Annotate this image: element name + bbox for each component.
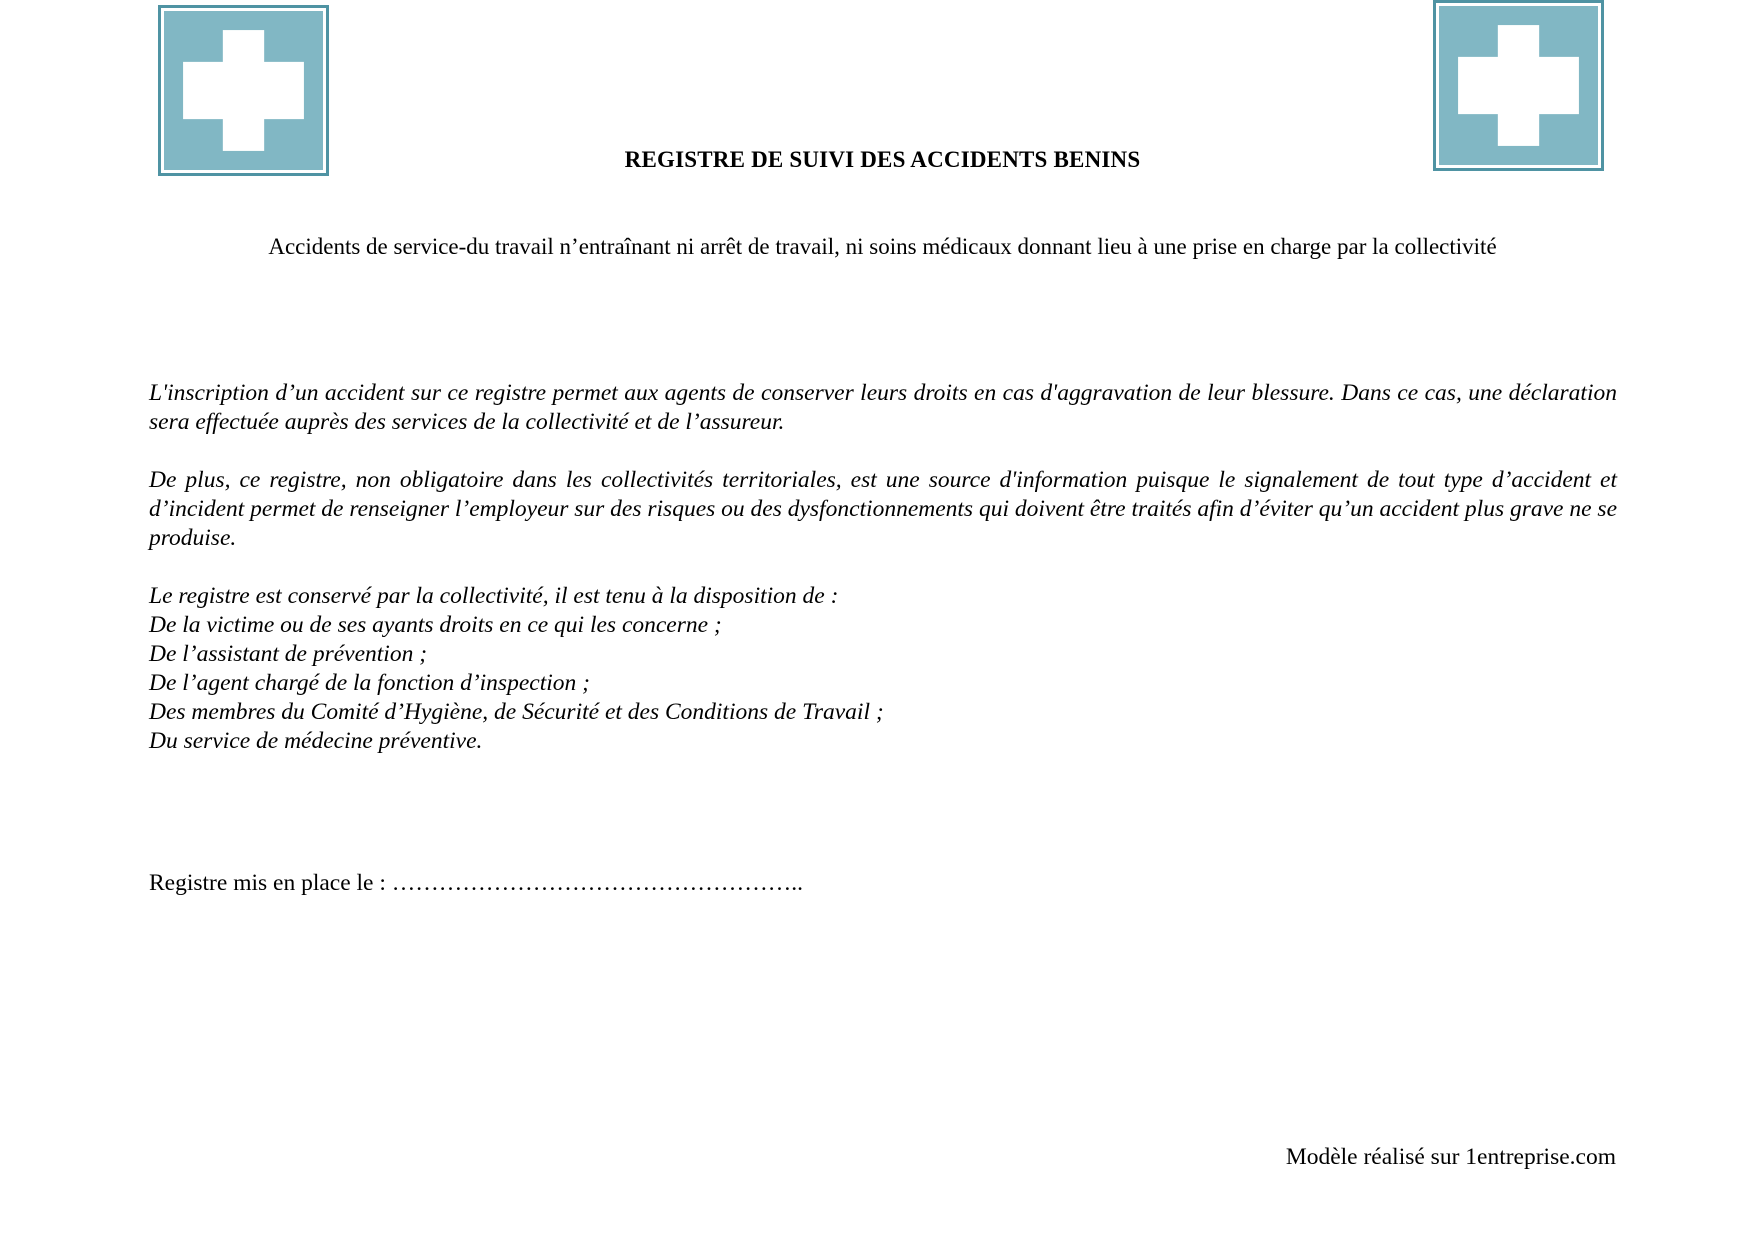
disposition-list [149, 582, 1617, 756]
list-item: De la victime ou de ses ayants droits en ce qui les concerne ; [149, 612, 722, 638]
document-title: REGISTRE DE SUIVI DES ACCIDENTS BENINS [624, 147, 1141, 172]
list-item: De l’agent chargé de la fonction d’inspection ; [149, 670, 590, 696]
document-subtitle: Accidents de service-du travail n’entraînant ni arrêt de travail, ni soins médicaux donnant lieu à une prise en charge par la collectivité [268, 234, 1497, 259]
list-item: Du service de médecine préventive. [149, 728, 483, 754]
paragraph-information: De plus, ce registre, non obligatoire dans les collectivités territoriales, est une source d'information puisque le signalement de tout type d’accident et d’incident permet de renseigner l’employeur sur des risques ou des dysfonctionnements qui doivent être traités afin d’éviter qu’un accident plus grave ne se produise. [149, 467, 1617, 551]
paragraph-inscription: L'inscription d’un accident sur ce registre permet aux agents de conserver leurs droits en cas d'aggravation de leur blessure. Dans ce cas, une déclaration sera effectuée auprès des services de la collectivité et de l’assureur. [149, 380, 1617, 435]
first-aid-cross-icon [1433, 0, 1604, 171]
document-body [149, 379, 1617, 756]
registre-date-line: Registre mis en place le : …………………………………………….. [149, 870, 804, 896]
footer-note: Modèle réalisé sur 1entreprise.com [1285, 1144, 1616, 1170]
list-item: Des membres du Comité d’Hygiène, de Sécurité et des Conditions de Travail ; [149, 699, 884, 725]
disposition-intro: Le registre est conservé par la collectivité, il est tenu à la disposition de : [149, 583, 839, 609]
list-item: De l’assistant de prévention ; [149, 641, 428, 667]
